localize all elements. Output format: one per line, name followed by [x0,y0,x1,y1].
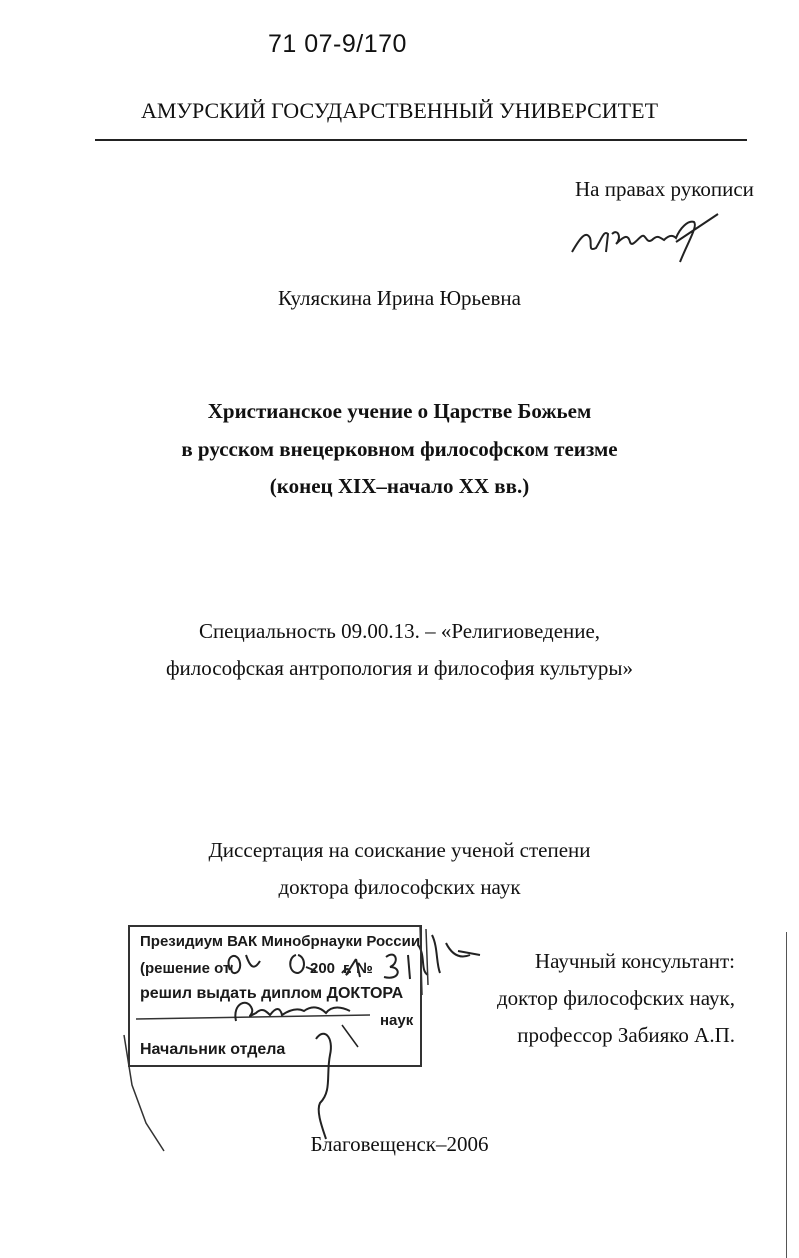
specialty-line-2: философская антропология и философия культуры» [165,656,634,680]
rights-note: На правах рукописи [575,177,754,201]
catalog-number: 71 07-9/170 [268,30,407,58]
consultant-label: Научный консультант: [534,949,735,973]
title-line-2: в русском внецерковном философском теизме [181,437,618,461]
stamp-line-2-prefix: (решение от [140,960,231,977]
margin-line [786,932,787,1258]
stamp-line-3: решил выдать диплом ДОКТОРА [140,985,404,1002]
stamp-line-2-middle: 200 [310,960,336,977]
stamp-line-2-suffix: г. № [343,960,373,977]
header-rule [95,139,747,141]
consultant-name: профессор Забияко А.П. [517,1023,735,1047]
title-line-1: Христианское учение о Царстве Божьем [207,399,592,423]
stamp-line-5: Начальник отдела [140,1041,286,1058]
university-name: АМУРСКИЙ ГОСУДАРСТВЕННЫЙ УНИВЕРСИТЕТ [140,98,659,123]
specialty-line-1: Специальность 09.00.13. – «Религиоведение, [198,619,601,643]
author-signature [568,208,728,264]
degree-line-2: доктора философских наук [278,875,521,899]
stamp-line-4: наук [380,1012,414,1029]
degree-line-1: Диссертация на соискание ученой степени [208,838,591,862]
stamp-handwriting [120,915,500,1155]
author-name: Куляскина Ирина Юрьевна [278,286,521,310]
city-year: Благовещенск–2006 [310,1132,489,1156]
consultant-degree: доктор философских наук, [497,986,735,1010]
stamp-line-1: Президиум ВАК Минобрнауки России [140,933,421,950]
title-line-3: (конец XIX–начало XX вв.) [269,474,530,498]
